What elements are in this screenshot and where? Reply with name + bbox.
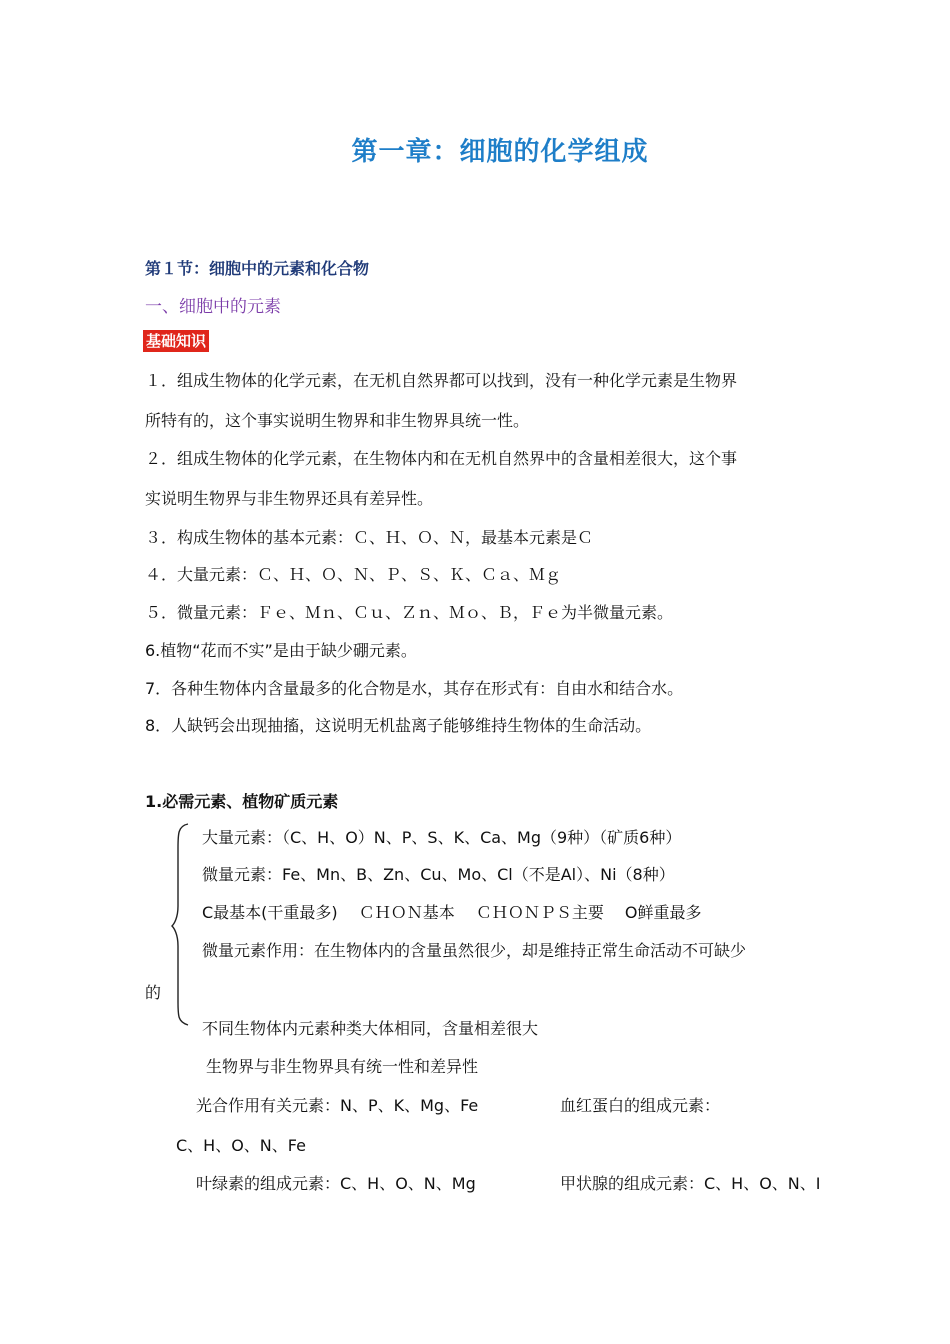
left-brace-icon [170, 822, 194, 1027]
point-line-9: 7．各种生物体内含量最多的化合物是水，其存在形式有：自由水和结合水。 [145, 679, 684, 698]
brace-item-basic: C最基本(干重最多) ＣＨＯＮ基本 ＣＨＯＮＰＳ主要 O鲜重最多 [202, 903, 702, 922]
hemoglobin-elements: C、H、O、N、Fe [176, 1136, 306, 1155]
subsection-heading: 一、细胞中的元素 [145, 297, 281, 317]
unity-diversity-line: 生物界与非生物界具有统一性和差异性 [206, 1057, 479, 1076]
photosynthesis-elements: 光合作用有关元素：N、P、K、Mg、Fe [196, 1096, 479, 1115]
point-line-8: 6.植物“花而不实”是由于缺少硼元素。 [145, 641, 417, 660]
chlorophyll-elements: 叶绿素的组成元素：C、H、O、N、Mg [196, 1174, 476, 1193]
essential-elements-heading: 1.必需元素、植物矿质元素 [145, 792, 339, 811]
thyroid-elements: 甲状腺的组成元素：C、H、O、N、I [560, 1174, 821, 1193]
point-line-1: １．组成生物体的化学元素，在无机自然界都可以找到，没有一种化学元素是生物界 [145, 371, 738, 390]
brace-item-macro: 大量元素：（C、H、O）N、P、S、K、Ca、Mg（9种）（矿质6种） [202, 828, 682, 847]
page-title: 第一章：细胞的化学组成 [351, 137, 649, 167]
point-line-4: 实说明生物界与非生物界还具有差异性。 [145, 489, 434, 508]
brace-item-micro-role: 微量元素作用：在生物体内的含量虽然很少，却是维持正常生命活动不可缺少 [202, 941, 747, 960]
section-heading: 第１节：细胞中的元素和化合物 [145, 259, 370, 278]
hemoglobin-label: 血红蛋白的组成元素： [560, 1096, 721, 1115]
point-line-7: ５．微量元素：Ｆｅ、Ｍｎ、Ｃｕ、Ｚｎ、Ｍｏ、Ｂ，Ｆｅ为半微量元素。 [145, 603, 674, 622]
brace-item-types: 不同生物体内元素种类大体相同，含量相差很大 [202, 1019, 539, 1038]
brace-item-micro-role-cont: 的 [145, 983, 162, 1002]
basic-knowledge-badge: 基础知识 [143, 330, 209, 352]
point-line-3: ２．组成生物体的化学元素，在生物体内和在无机自然界中的含量相差很大，这个事 [145, 449, 738, 468]
brace-item-micro: 微量元素：Fe、Mn、B、Zn、Cu、Mo、Cl（不是Al）、Ni（8种） [202, 865, 675, 884]
point-line-5: ３．构成生物体的基本元素：Ｃ、Ｈ、Ｏ、Ｎ，最基本元素是Ｃ [145, 528, 594, 547]
point-line-6: ４．大量元素：Ｃ、Ｈ、Ｏ、Ｎ、Ｐ、Ｓ、Ｋ、Ｃａ、Ｍｇ [145, 565, 562, 584]
point-line-2: 所特有的，这个事实说明生物界和非生物界具统一性。 [145, 411, 530, 430]
point-line-10: 8．人缺钙会出现抽搐，这说明无机盐离子能够维持生物体的生命活动。 [145, 716, 652, 735]
